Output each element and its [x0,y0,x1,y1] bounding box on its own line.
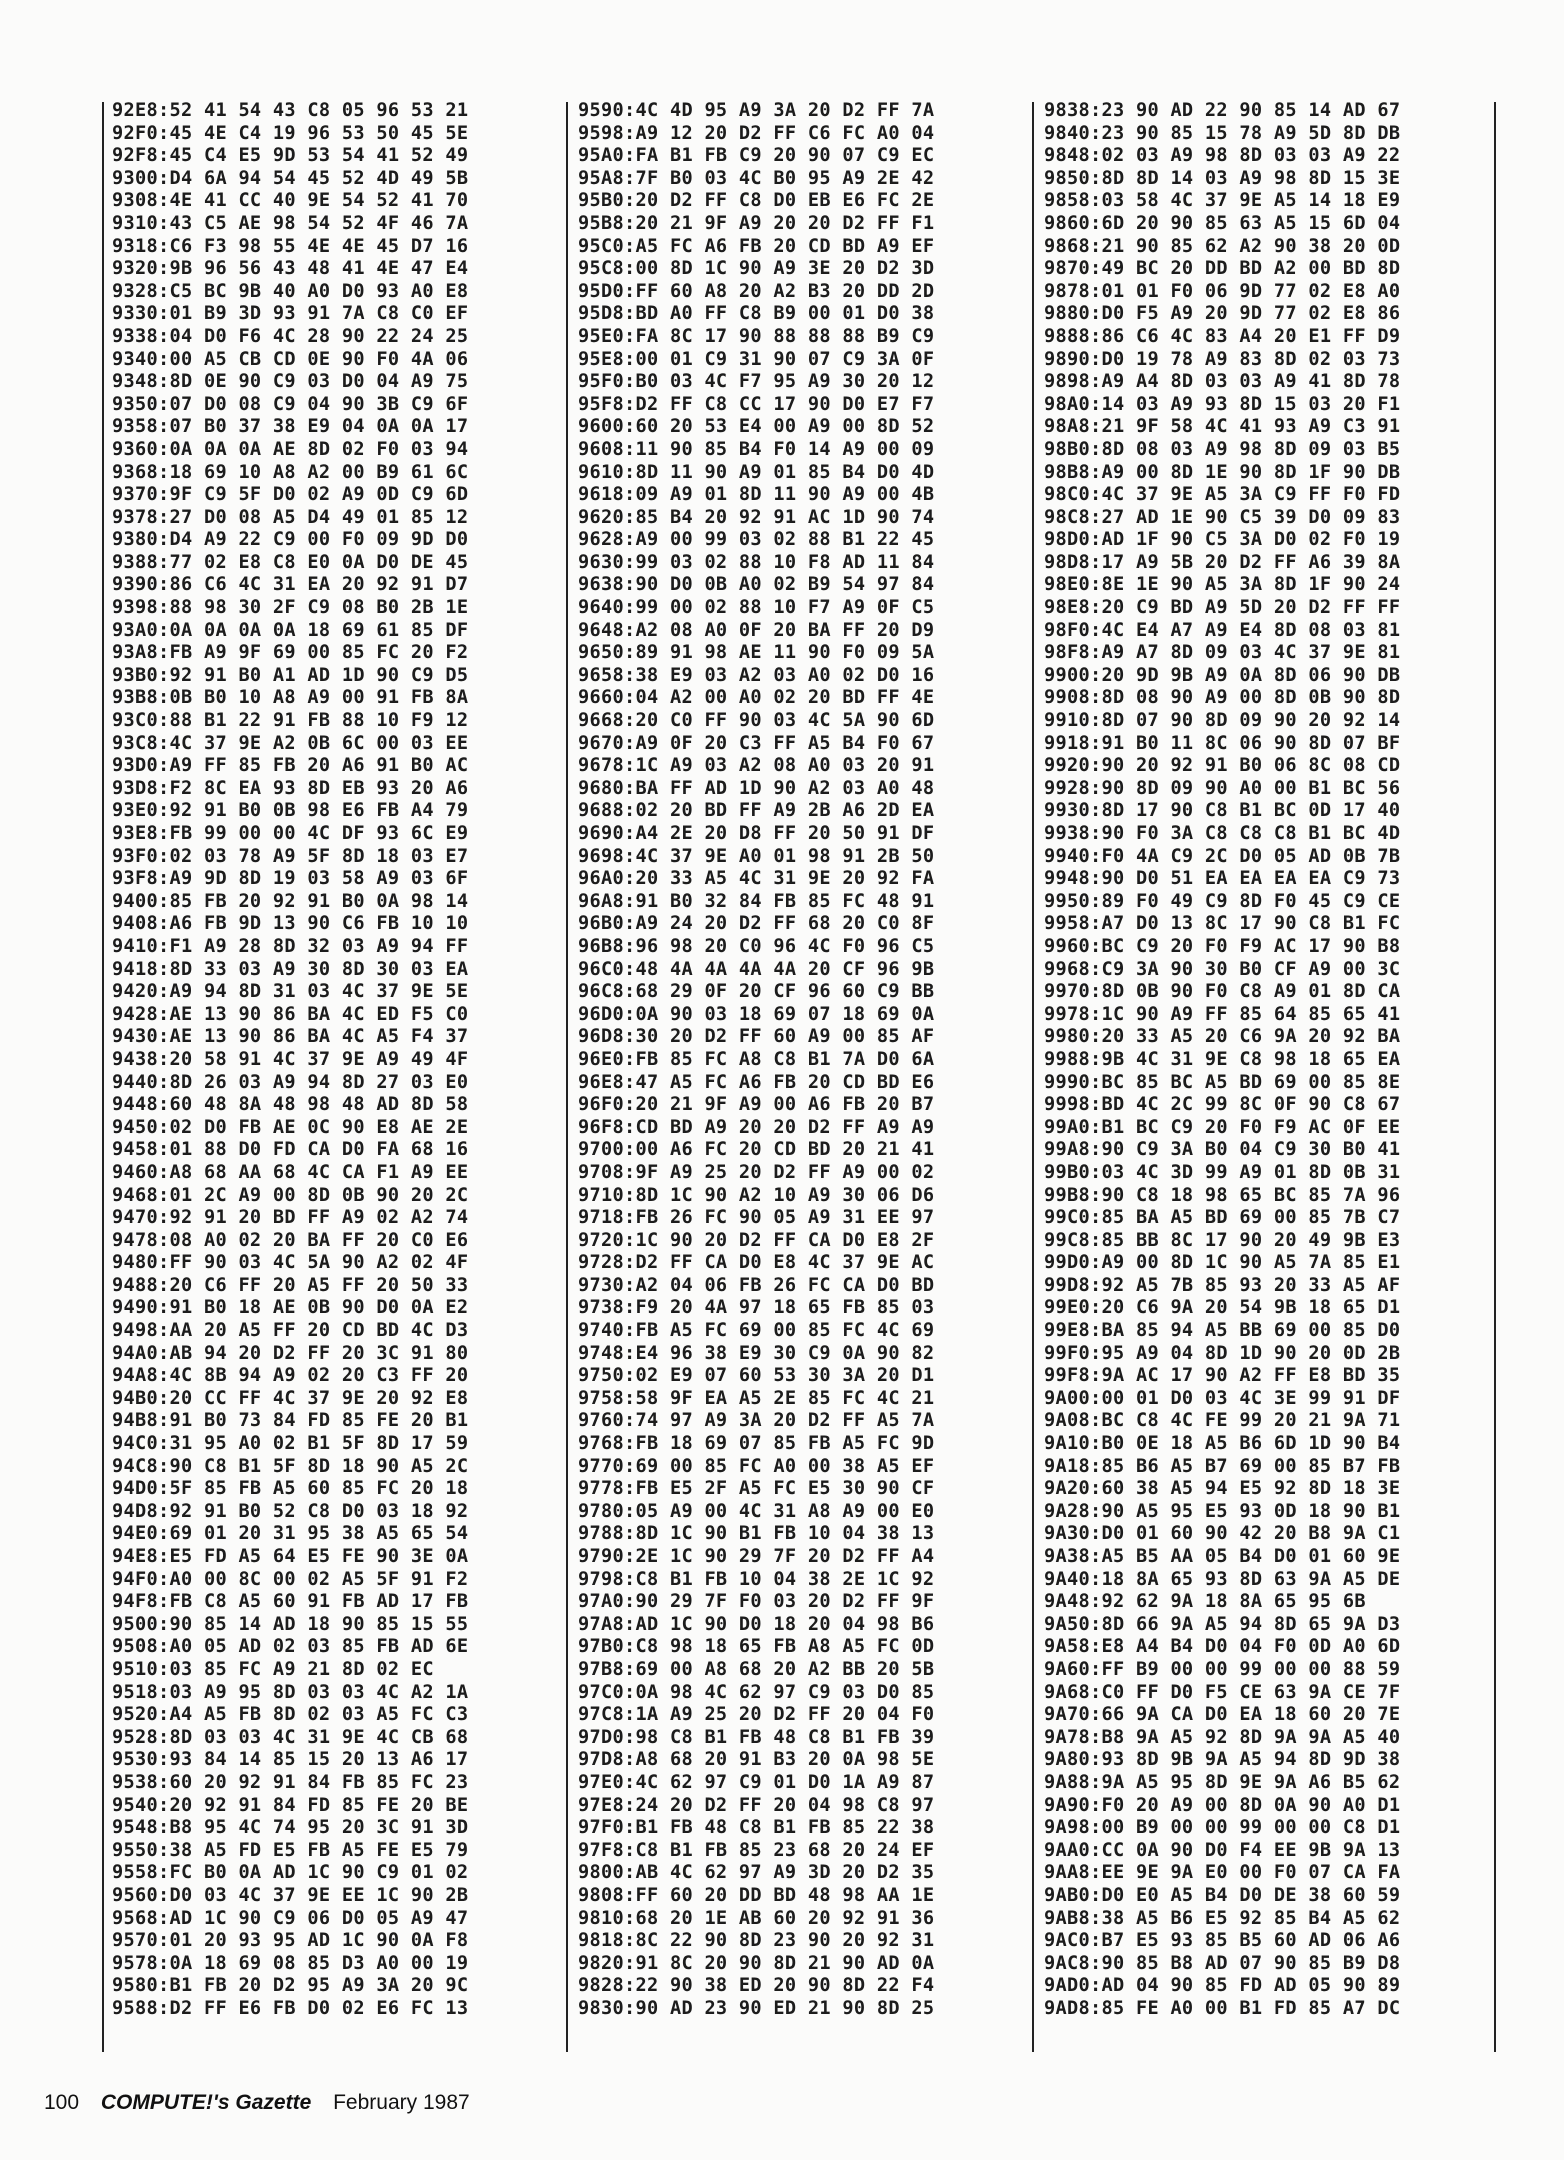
listing-line: 9740:FB A5 FC 69 00 85 FC 4C 69 [578,1320,935,1342]
listing-line: 94C0:31 95 A0 02 B1 5F 8D 17 59 [112,1433,469,1455]
listing-line: 92F8:45 C4 E5 9D 53 54 41 52 49 [112,145,469,167]
listing-line: 9640:99 00 02 88 10 F7 A9 0F C5 [578,597,935,619]
listing-line: 9A30:D0 01 60 90 42 20 B8 9A C1 [1044,1523,1401,1545]
listing-line: 98B8:A9 00 8D 1E 90 8D 1F 90 DB [1044,461,1401,483]
listing-line: 96A0:20 33 A5 4C 31 9E 20 92 FA [578,868,935,890]
listing-line: 96B0:A9 24 20 D2 FF 68 20 C0 8F [578,913,935,935]
listing-line: 9630:99 03 02 88 10 F8 AD 11 84 [578,551,935,573]
listing-column-2 [578,100,1018,2050]
listing-line: 9550:38 A5 FD E5 FB A5 FE E5 79 [112,1839,469,1861]
listing-line: 99D8:92 A5 7B 85 93 20 33 A5 AF [1044,1274,1401,1296]
listing-line: 9748:E4 96 38 E9 30 C9 0A 90 82 [578,1342,935,1364]
listing-line: 9738:F9 20 4A 97 18 65 FB 85 03 [578,1297,935,1319]
listing-line: 98E0:8E 1E 90 A5 3A 8D 1F 90 24 [1044,574,1401,596]
listing-line: 93A0:0A 0A 0A 0A 18 69 61 85 DF [112,619,469,641]
listing-line: 93E8:FB 99 00 00 4C DF 93 6C E9 [112,823,469,844]
listing-line: 9698:4C 37 9E A0 01 98 91 2B 50 [578,845,935,867]
listing-line: 9880:D0 F5 A9 20 9D 77 02 E8 86 [1044,303,1401,325]
listing-line: 9900:20 9D 9B A9 0A 8D 06 90 DB [1044,664,1401,686]
listing-line: 9A68:C0 FF D0 F5 CE 63 9A CE 7F [1044,1681,1401,1703]
listing-line: 93C8:4C 37 9E A2 0B 6C 00 03 EE [112,732,469,754]
listing-line: 9618:09 A9 01 8D 11 90 A9 00 4B [578,484,935,506]
magazine-title: COMPUTE!'s Gazette [100,2091,312,2114]
listing-line: 9840:23 90 85 15 78 A9 5D 8D DB [1044,122,1401,144]
listing-line: 9790:2E 1C 90 29 7F 20 D2 FF A4 [578,1546,935,1567]
listing-line: 93B0:92 91 B0 A1 AD 1D 90 C9 D5 [112,664,469,686]
listing-line: 9A20:60 38 A5 94 E5 92 8D 18 3E [1044,1478,1401,1500]
listing-line: 97F0:B1 FB 48 C8 B1 FB 85 22 38 [578,1817,935,1839]
listing-line: 97C8:1A A9 25 20 D2 FF 20 04 F0 [578,1704,935,1726]
listing-line: 9750:02 E9 07 60 53 30 3A 20 D1 [578,1365,935,1387]
listing-line: 9520:A4 A5 FB 8D 02 03 A5 FC C3 [112,1704,469,1726]
listing-line: 9940:F0 4A C9 2C D0 05 AD 0B 7B [1044,845,1401,867]
issue-date: February 1987 [333,2091,470,2114]
listing-line: 9858:03 58 4C 37 9E A5 14 18 E9 [1044,190,1401,212]
listing-line: 9418:8D 33 03 A9 30 8D 30 03 EA [112,958,469,980]
listing-line: 96F8:CD BD A9 20 20 D2 FF A9 A9 [578,1116,935,1138]
listing-line: 98F8:A9 A7 8D 09 03 4C 37 9E 81 [1044,642,1401,664]
listing-line: 99A0:B1 BC C9 20 F0 F9 AC 0F EE [1044,1116,1401,1138]
listing-line: 9958:A7 D0 13 8C 17 90 C8 B1 FC [1044,913,1401,935]
listing-line: 97B0:C8 98 18 65 FB A8 A5 FC 0D [578,1636,935,1658]
listing-line: 98A0:14 03 A9 93 8D 15 03 20 F1 [1044,393,1401,415]
listing-line: 9728:D2 FF CA D0 E8 4C 37 9E AC [578,1252,935,1274]
listing-line: 9930:8D 17 90 C8 B1 BC 0D 17 40 [1044,800,1401,822]
listing-line: 9410:F1 A9 28 8D 32 03 A9 94 FF [112,935,469,957]
listing-line: 9438:20 58 91 4C 37 9E A9 49 4F [112,1048,469,1070]
column-rule-1 [566,102,568,2052]
listing-line: 9450:02 D0 FB AE 0C 90 E8 AE 2E [112,1116,469,1138]
listing-line: 9468:01 2C A9 00 8D 0B 90 20 2C [112,1184,469,1206]
listing-line: 9A60:FF B9 00 00 99 00 00 88 59 [1044,1658,1401,1680]
listing-line: 9A50:8D 66 9A A5 94 8D 65 9A D3 [1044,1613,1401,1635]
listing-line: 98F0:4C E4 A7 A9 E4 8D 08 03 81 [1044,619,1401,641]
listing-line: 9A00:00 01 D0 03 4C 3E 99 91 DF [1044,1387,1401,1409]
listing-line: 9498:AA 20 A5 FF 20 CD BD 4C D3 [112,1320,469,1342]
listing-line: 93B8:0B B0 10 A8 A9 00 91 FB 8A [112,687,469,709]
listing-line: 9420:A9 94 8D 31 03 4C 37 9E 5E [112,981,469,1003]
listing-line: 9548:B8 95 4C 74 95 20 3C 91 3D [112,1817,469,1839]
listing-line: 9918:91 B0 11 8C 06 90 8D 07 BF [1044,732,1401,754]
listing-line: 94E8:E5 FD A5 64 E5 FE 90 3E 0A [112,1546,469,1567]
listing-line: 9928:90 8D 09 90 A0 00 B1 BC 56 [1044,777,1401,799]
listing-line: 9510:03 85 FC A9 21 8D 02 EC [112,1658,434,1680]
listing-line: 93F8:A9 9D 8D 19 03 58 A9 03 6F [112,868,469,890]
listing-line: 9680:BA FF AD 1D 90 A2 03 A0 48 [578,777,935,799]
column-rule-2 [1032,102,1034,2052]
listing-line: 95F8:D2 FF C8 CC 17 90 D0 E7 F7 [578,393,935,415]
listing-line: 9808:FF 60 20 DD BD 48 98 AA 1E [578,1884,935,1906]
listing-line: 9388:77 02 E8 C8 E0 0A D0 DE 45 [112,551,469,573]
listing-line: 9678:1C A9 03 A2 08 A0 03 20 91 [578,755,935,777]
listing-line: 9310:43 C5 AE 98 54 52 4F 46 7A [112,212,469,234]
listing-line: 96B8:96 98 20 C0 96 4C F0 96 C5 [578,935,935,957]
listing-line: 99C8:85 BB 8C 17 90 20 49 9B E3 [1044,1229,1401,1251]
listing-line: 95F0:B0 03 4C F7 95 A9 30 20 12 [578,371,935,393]
listing-line: 9888:86 C6 4C 83 A4 20 E1 FF D9 [1044,325,1401,347]
listing-line: 96D0:0A 90 03 18 69 07 18 69 0A [578,1003,935,1025]
listing-line: 9810:68 20 1E AB 60 20 92 91 36 [578,1907,935,1929]
listing-line: 9300:D4 6A 94 54 45 52 4D 49 5B [112,167,469,189]
listing-line: 9390:86 C6 4C 31 EA 20 92 91 D7 [112,574,469,596]
listing-line: 9610:8D 11 90 A9 01 85 B4 D0 4D [578,461,935,483]
listing-line: 98A8:21 9F 58 4C 41 93 A9 C3 91 [1044,416,1401,438]
listing-line: 9870:49 BC 20 DD BD A2 00 BD 8D [1044,258,1401,280]
listing-line: 98E8:20 C9 BD A9 5D 20 D2 FF FF [1044,597,1401,619]
listing-line: 9540:20 92 91 84 FD 85 FE 20 BE [112,1794,469,1816]
listing-line: 95A0:FA B1 FB C9 20 90 07 C9 EC [578,145,935,167]
listing-line: 9938:90 F0 3A C8 C8 C8 B1 BC 4D [1044,823,1401,844]
listing-line: 94F0:A0 00 8C 00 02 A5 5F 91 F2 [112,1568,469,1590]
listing-line: 95E8:00 01 C9 31 90 07 C9 3A 0F [578,348,935,370]
listing-line: 9350:07 D0 08 C9 04 90 3B C9 6F [112,393,469,415]
page-footer [44,2088,470,2118]
listing-line: 9518:03 A9 95 8D 03 03 4C A2 1A [112,1681,469,1703]
listing-line: 9488:20 C6 FF 20 A5 FF 20 50 33 [112,1274,469,1296]
listing-line: 94D8:92 91 B0 52 C8 D0 03 18 92 [112,1500,469,1522]
listing-line: 93F0:02 03 78 A9 5F 8D 18 03 E7 [112,845,469,867]
listing-line: 9608:11 90 85 B4 F0 14 A9 00 09 [578,438,935,460]
listing-line: 9770:69 00 85 FC A0 00 38 A5 EF [578,1455,935,1477]
listing-line: 9320:9B 96 56 43 48 41 4E 47 E4 [112,258,469,280]
listing-line: 99B8:90 C8 18 98 65 BC 85 7A 96 [1044,1184,1401,1206]
listing-line: 9638:90 D0 0B A0 02 B9 54 97 84 [578,574,935,596]
listing-line: 97E0:4C 62 97 C9 01 D0 1A A9 87 [578,1771,935,1793]
listing-line: 9A48:92 62 9A 18 8A 65 95 6B [1044,1591,1366,1613]
listing-line: 9908:8D 08 90 A9 00 8D 0B 90 8D [1044,687,1401,709]
listing-line: 9990:BC 85 BC A5 BD 69 00 85 8E [1044,1071,1401,1093]
listing-line: 9950:89 F0 49 C9 8D F0 45 C9 CE [1044,890,1401,912]
listing-column-1 [112,100,552,2050]
listing-line: 94E0:69 01 20 31 95 38 A5 65 54 [112,1523,469,1545]
listing-line: 9820:91 8C 20 90 8D 21 90 AD 0A [578,1952,935,1974]
listing-line: 9708:9F A9 25 20 D2 FF A9 00 02 [578,1161,935,1183]
listing-column-3 [1044,100,1484,2050]
listing-line: 9898:A9 A4 8D 03 03 A9 41 8D 78 [1044,371,1401,393]
listing-line: 9800:AB 4C 62 97 A9 3D 20 D2 35 [578,1862,935,1884]
listing-line: 96E0:FB 85 FC A8 C8 B1 7A D0 6A [578,1048,935,1070]
listing-line: 96C8:68 29 0F 20 CF 96 60 C9 BB [578,981,935,1003]
listing-line: 9490:91 B0 18 AE 0B 90 D0 0A E2 [112,1297,469,1319]
listing-line: 9440:8D 26 03 A9 94 8D 27 03 E0 [112,1071,469,1093]
listing-line: 9828:22 90 38 ED 20 90 8D 22 F4 [578,1975,935,1997]
listing-line: 95B8:20 21 9F A9 20 20 D2 FF F1 [578,212,935,234]
listing-line: 9378:27 D0 08 A5 D4 49 01 85 12 [112,506,469,528]
listing-line: 99F0:95 A9 04 8D 1D 90 20 0D 2B [1044,1342,1401,1364]
listing-line: 9758:58 9F EA A5 2E 85 FC 4C 21 [578,1387,935,1409]
listing-line: 9798:C8 B1 FB 10 04 38 2E 1C 92 [578,1568,935,1590]
listing-line: 9920:90 20 92 91 B0 06 8C 08 CD [1044,755,1401,777]
listing-line: 9308:4E 41 CC 40 9E 54 52 41 70 [112,190,469,212]
listing-line: 9688:02 20 BD FF A9 2B A6 2D EA [578,800,935,822]
listing-line: 9528:8D 03 03 4C 31 9E 4C CB 68 [112,1726,469,1748]
listing-line: 92F0:45 4E C4 19 96 53 50 45 5E [112,122,469,144]
listing-line: 95C0:A5 FC A6 FB 20 CD BD A9 EF [578,235,935,257]
listing-line: 9968:C9 3A 90 30 B0 CF A9 00 3C [1044,958,1401,980]
listing-line: 9730:A2 04 06 FB 26 FC CA D0 BD [578,1274,935,1296]
listing-line: 9A08:BC C8 4C FE 99 20 21 9A 71 [1044,1410,1401,1432]
listing-line: 9A98:00 B9 00 00 99 00 00 C8 D1 [1044,1817,1401,1839]
listing-line: 97E8:24 20 D2 FF 20 04 98 C8 97 [578,1794,935,1816]
listing-line: 9530:93 84 14 85 15 20 13 A6 17 [112,1749,469,1771]
listing-line: 9400:85 FB 20 92 91 B0 0A 98 14 [112,890,469,912]
listing-line: 96A8:91 B0 32 84 FB 85 FC 48 91 [578,890,935,912]
listing-line: 9360:0A 0A 0A AE 8D 02 F0 03 94 [112,438,469,460]
listing-line: 97D0:98 C8 B1 FB 48 C8 B1 FB 39 [578,1726,935,1748]
listing-line: 9338:04 D0 F6 4C 28 90 22 24 25 [112,325,469,347]
listing-line: 99E8:BA 85 94 A5 BB 69 00 85 D0 [1044,1320,1401,1342]
listing-line: 93D0:A9 FF 85 FB 20 A6 91 B0 AC [112,755,469,777]
listing-line: 98C8:27 AD 1E 90 C5 39 D0 09 83 [1044,506,1401,528]
listing-line: 9370:9F C9 5F D0 02 A9 0D C9 6D [112,484,469,506]
listing-line: 9710:8D 1C 90 A2 10 A9 30 06 D6 [578,1184,935,1206]
listing-line: 9988:9B 4C 31 9E C8 98 18 65 EA [1044,1048,1401,1070]
listing-line: 99E0:20 C6 9A 20 54 9B 18 65 D1 [1044,1297,1401,1319]
listing-line: 97D8:A8 68 20 91 B3 20 0A 98 5E [578,1749,935,1771]
listing-line: 9850:8D 8D 14 03 A9 98 8D 15 3E [1044,167,1401,189]
listing-line: 9650:89 91 98 AE 11 90 F0 09 5A [578,642,935,664]
listing-line: 9980:20 33 A5 20 C6 9A 20 92 BA [1044,1026,1401,1048]
listing-line: 9358:07 B0 37 38 E9 04 0A 0A 17 [112,416,469,438]
listing-line: 9470:92 91 20 BD FF A9 02 A2 74 [112,1207,469,1229]
listing-line: 9588:D2 FF E6 FB D0 02 E6 FC 13 [112,1997,469,2019]
listing-line: 9AC8:90 85 B8 AD 07 90 85 B9 D8 [1044,1952,1401,1974]
listing-line: 99B0:03 4C 3D 99 A9 01 8D 0B 31 [1044,1161,1401,1183]
listing-line: 9458:01 88 D0 FD CA D0 FA 68 16 [112,1139,469,1161]
listing-line: 9978:1C 90 A9 FF 85 64 85 65 41 [1044,1003,1401,1025]
listing-line: 9670:A9 0F 20 C3 FF A5 B4 F0 67 [578,732,935,754]
listing-line: 9860:6D 20 90 85 63 A5 15 6D 04 [1044,212,1401,234]
listing-line: 93A8:FB A9 9F 69 00 85 FC 20 F2 [112,642,469,664]
listing-line: 9998:BD 4C 2C 99 8C 0F 90 C8 67 [1044,1094,1401,1116]
listing-line: 9848:02 03 A9 98 8D 03 03 A9 22 [1044,145,1401,167]
listing-line: 9340:00 A5 CB CD 0E 90 F0 4A 06 [112,348,469,370]
listing-line: 9A90:F0 20 A9 00 8D 0A 90 A0 D1 [1044,1794,1401,1816]
listing-line: 9838:23 90 AD 22 90 85 14 AD 67 [1044,100,1401,121]
listing-line: 97B8:69 00 A8 68 20 A2 BB 20 5B [578,1658,935,1680]
listing-line: 9380:D4 A9 22 C9 00 F0 09 9D D0 [112,529,469,551]
listing-line: 97C0:0A 98 4C 62 97 C9 03 D0 85 [578,1681,935,1703]
listing-line: 9648:A2 08 A0 0F 20 BA FF 20 D9 [578,619,935,641]
listing-line: 9818:8C 22 90 8D 23 90 20 92 31 [578,1930,935,1952]
listing-line: 98B0:8D 08 03 A9 98 8D 09 03 B5 [1044,438,1401,460]
listing-line: 9568:AD 1C 90 C9 06 D0 05 A9 47 [112,1907,469,1929]
listing-line: 9A88:9A A5 95 8D 9E 9A A6 B5 62 [1044,1771,1401,1793]
listing-line: 99D0:A9 00 8D 1C 90 A5 7A 85 E1 [1044,1252,1401,1274]
listing-line: 96F0:20 21 9F A9 00 A6 FB 20 B7 [578,1094,935,1116]
listing-line: 9830:90 AD 23 90 ED 21 90 8D 25 [578,1997,935,2019]
listing-line: 9668:20 C0 FF 90 03 4C 5A 90 6D [578,710,935,732]
column-rule-left [102,102,104,2052]
listing-line: 9AB8:38 A5 B6 E5 92 85 B4 A5 62 [1044,1907,1401,1929]
listing-line: 9960:BC C9 20 F0 F9 AC 17 90 B8 [1044,935,1401,957]
listing-line: 9768:FB 18 69 07 85 FB A5 FC 9D [578,1433,935,1455]
listing-line: 9500:90 85 14 AD 18 90 85 15 55 [112,1613,469,1635]
listing-line: 9330:01 B9 3D 93 91 7A C8 C0 EF [112,303,469,325]
listing-line: 9460:A8 68 AA 68 4C CA F1 A9 EE [112,1161,469,1183]
listing-line: 9620:85 B4 20 92 91 AC 1D 90 74 [578,506,935,528]
listing-line: 9A18:85 B6 A5 B7 69 00 85 B7 FB [1044,1455,1401,1477]
listing-line: 9AD0:AD 04 90 85 FD AD 05 90 89 [1044,1975,1401,1997]
listing-line: 9890:D0 19 78 A9 83 8D 02 03 73 [1044,348,1401,370]
listing-line: 9AC0:B7 E5 93 85 B5 60 AD 06 A6 [1044,1930,1401,1952]
listing-line: 9580:B1 FB 20 D2 95 A9 3A 20 9C [112,1975,469,1997]
listing-line: 9AB0:D0 E0 A5 B4 D0 DE 38 60 59 [1044,1884,1401,1906]
listing-line: 9A38:A5 B5 AA 05 B4 D0 01 60 9E [1044,1546,1401,1567]
listing-line: 9430:AE 13 90 86 BA 4C A5 F4 37 [112,1026,469,1048]
listing-line: 95D0:FF 60 A8 20 A2 B3 20 DD 2D [578,280,935,302]
listing-line: 9718:FB 26 FC 90 05 A9 31 EE 97 [578,1207,935,1229]
listing-line: 94D0:5F 85 FB A5 60 85 FC 20 18 [112,1478,469,1500]
listing-line: 9690:A4 2E 20 D8 FF 20 50 91 DF [578,823,935,844]
listing-line: 9700:00 A6 FC 20 CD BD 20 21 41 [578,1139,935,1161]
listing-line: 9760:74 97 A9 3A 20 D2 FF A5 7A [578,1410,935,1432]
listing-line: 9A28:90 A5 95 E5 93 0D 18 90 B1 [1044,1500,1401,1522]
listing-line: 9658:38 E9 03 A2 03 A0 02 D0 16 [578,664,935,686]
listing-line: 99F8:9A AC 17 90 A2 FF E8 BD 35 [1044,1365,1401,1387]
listing-line: 98C0:4C 37 9E A5 3A C9 FF F0 FD [1044,484,1401,506]
listing-line: 96D8:30 20 D2 FF 60 A9 00 85 AF [578,1026,935,1048]
listing-line: 93E0:92 91 B0 0B 98 E6 FB A4 79 [112,800,469,822]
listing-line: 9328:C5 BC 9B 40 A0 D0 93 A0 E8 [112,280,469,302]
listing-line: 9AA0:CC 0A 90 D0 F4 EE 9B 9A 13 [1044,1839,1401,1861]
listing-line: 9428:AE 13 90 86 BA 4C ED F5 C0 [112,1003,469,1025]
listing-line: 9780:05 A9 00 4C 31 A8 A9 00 E0 [578,1500,935,1522]
listing-line: 9538:60 20 92 91 84 FB 85 FC 23 [112,1771,469,1793]
listing-line: 9660:04 A2 00 A0 02 20 BD FF 4E [578,687,935,709]
listing-line: 95C8:00 8D 1C 90 A9 3E 20 D2 3D [578,258,935,280]
listing-line: 9478:08 A0 02 20 BA FF 20 C0 E6 [112,1229,469,1251]
listing-line: 9AA8:EE 9E 9A E0 00 F0 07 CA FA [1044,1862,1401,1884]
listing-line: 9560:D0 03 4C 37 9E EE 1C 90 2B [112,1884,469,1906]
listing-line: 94A8:4C 8B 94 A9 02 20 C3 FF 20 [112,1365,469,1387]
listing-line: 9318:C6 F3 98 55 4E 4E 45 D7 16 [112,235,469,257]
listing-line: 99C0:85 BA A5 BD 69 00 85 7B C7 [1044,1207,1401,1229]
listing-line: 9578:0A 18 69 08 85 D3 A0 00 19 [112,1952,469,1974]
listing-line: 9A58:E8 A4 B4 D0 04 F0 0D A0 6D [1044,1636,1401,1658]
listing-line: 9AD8:85 FE A0 00 B1 FD 85 A7 DC [1044,1997,1401,2019]
listing-line: 9480:FF 90 03 4C 5A 90 A2 02 4F [112,1252,469,1274]
listing-line: 92E8:52 41 54 43 C8 05 96 53 21 [112,100,469,121]
listing-line: 9720:1C 90 20 D2 FF CA D0 E8 2F [578,1229,935,1251]
listing-line: 9970:8D 0B 90 F0 C8 A9 01 8D CA [1044,981,1401,1003]
listing-line: 9628:A9 00 99 03 02 88 B1 22 45 [578,529,935,551]
listing-line: 98D8:17 A9 5B 20 D2 FF A6 39 8A [1044,551,1401,573]
listing-line: 94C8:90 C8 B1 5F 8D 18 90 A5 2C [112,1455,469,1477]
listing-line: 95D8:BD A0 FF C8 B9 00 01 D0 38 [578,303,935,325]
listing-line: 9570:01 20 93 95 AD 1C 90 0A F8 [112,1930,469,1952]
listing-line: 95E0:FA 8C 17 90 88 88 88 B9 C9 [578,325,935,347]
listing-line: 9600:60 20 53 E4 00 A9 00 8D 52 [578,416,935,438]
listing-line: 9948:90 D0 51 EA EA EA EA C9 73 [1044,868,1401,890]
listing-line: 9A10:B0 0E 18 A5 B6 6D 1D 90 B4 [1044,1433,1401,1455]
listing-line: 97A0:90 29 7F F0 03 20 D2 FF 9F [578,1591,935,1613]
column-rule-right [1494,102,1496,2052]
listing-line: 9878:01 01 F0 06 9D 77 02 E8 A0 [1044,280,1401,302]
listing-line: 9598:A9 12 20 D2 FF C6 FC A0 04 [578,122,935,144]
listing-line: 93D8:F2 8C EA 93 8D EB 93 20 A6 [112,777,469,799]
listing-line: 94B0:20 CC FF 4C 37 9E 20 92 E8 [112,1387,469,1409]
listing-line: 95B0:20 D2 FF C8 D0 EB E6 FC 2E [578,190,935,212]
listing-line: 94A0:AB 94 20 D2 FF 20 3C 91 80 [112,1342,469,1364]
listing-line: 99A8:90 C9 3A B0 04 C9 30 B0 41 [1044,1139,1401,1161]
listing-line: 98D0:AD 1F 90 C5 3A D0 02 F0 19 [1044,529,1401,551]
listing-line: 9368:18 69 10 A8 A2 00 B9 61 6C [112,461,469,483]
listing-line: 9788:8D 1C 90 B1 FB 10 04 38 13 [578,1523,935,1545]
listing-line: 9910:8D 07 90 8D 09 90 20 92 14 [1044,710,1401,732]
listing-line: 9A78:B8 9A A5 92 8D 9A 9A A5 40 [1044,1726,1401,1748]
listing-line: 9A80:93 8D 9B 9A A5 94 8D 9D 38 [1044,1749,1401,1771]
listing-line: 9590:4C 4D 95 A9 3A 20 D2 FF 7A [578,100,935,121]
listing-line: 94B8:91 B0 73 84 FD 85 FE 20 B1 [112,1410,469,1432]
listing-line: 9868:21 90 85 62 A2 90 38 20 0D [1044,235,1401,257]
listing-line: 95A8:7F B0 03 4C B0 95 A9 2E 42 [578,167,935,189]
listing-line: 9408:A6 FB 9D 13 90 C6 FB 10 10 [112,913,469,935]
listing-line: 93C0:88 B1 22 91 FB 88 10 F9 12 [112,710,469,732]
listing-line: 9778:FB E5 2F A5 FC E5 30 90 CF [578,1478,935,1500]
listing-line: 94F8:FB C8 A5 60 91 FB AD 17 FB [112,1591,469,1613]
listing-line: 96C0:48 4A 4A 4A 4A 20 CF 96 9B [578,958,935,980]
listing-line: 9398:88 98 30 2F C9 08 B0 2B 1E [112,597,469,619]
listing-line: 96E8:47 A5 FC A6 FB 20 CD BD E6 [578,1071,935,1093]
listing-line: 9508:A0 05 AD 02 03 85 FB AD 6E [112,1636,469,1658]
listing-line: 97F8:C8 B1 FB 85 23 68 20 24 EF [578,1839,935,1861]
listing-line: 97A8:AD 1C 90 D0 18 20 04 98 B6 [578,1613,935,1635]
page-number: 100 [44,2091,80,2114]
listing-line: 9558:FC B0 0A AD 1C 90 C9 01 02 [112,1862,469,1884]
listing-line: 9A40:18 8A 65 93 8D 63 9A A5 DE [1044,1568,1401,1590]
listing-line: 9A70:66 9A CA D0 EA 18 60 20 7E [1044,1704,1401,1726]
listing-line: 9448:60 48 8A 48 98 48 AD 8D 58 [112,1094,469,1116]
listing-line: 9348:8D 0E 90 C9 03 D0 04 A9 75 [112,371,469,393]
